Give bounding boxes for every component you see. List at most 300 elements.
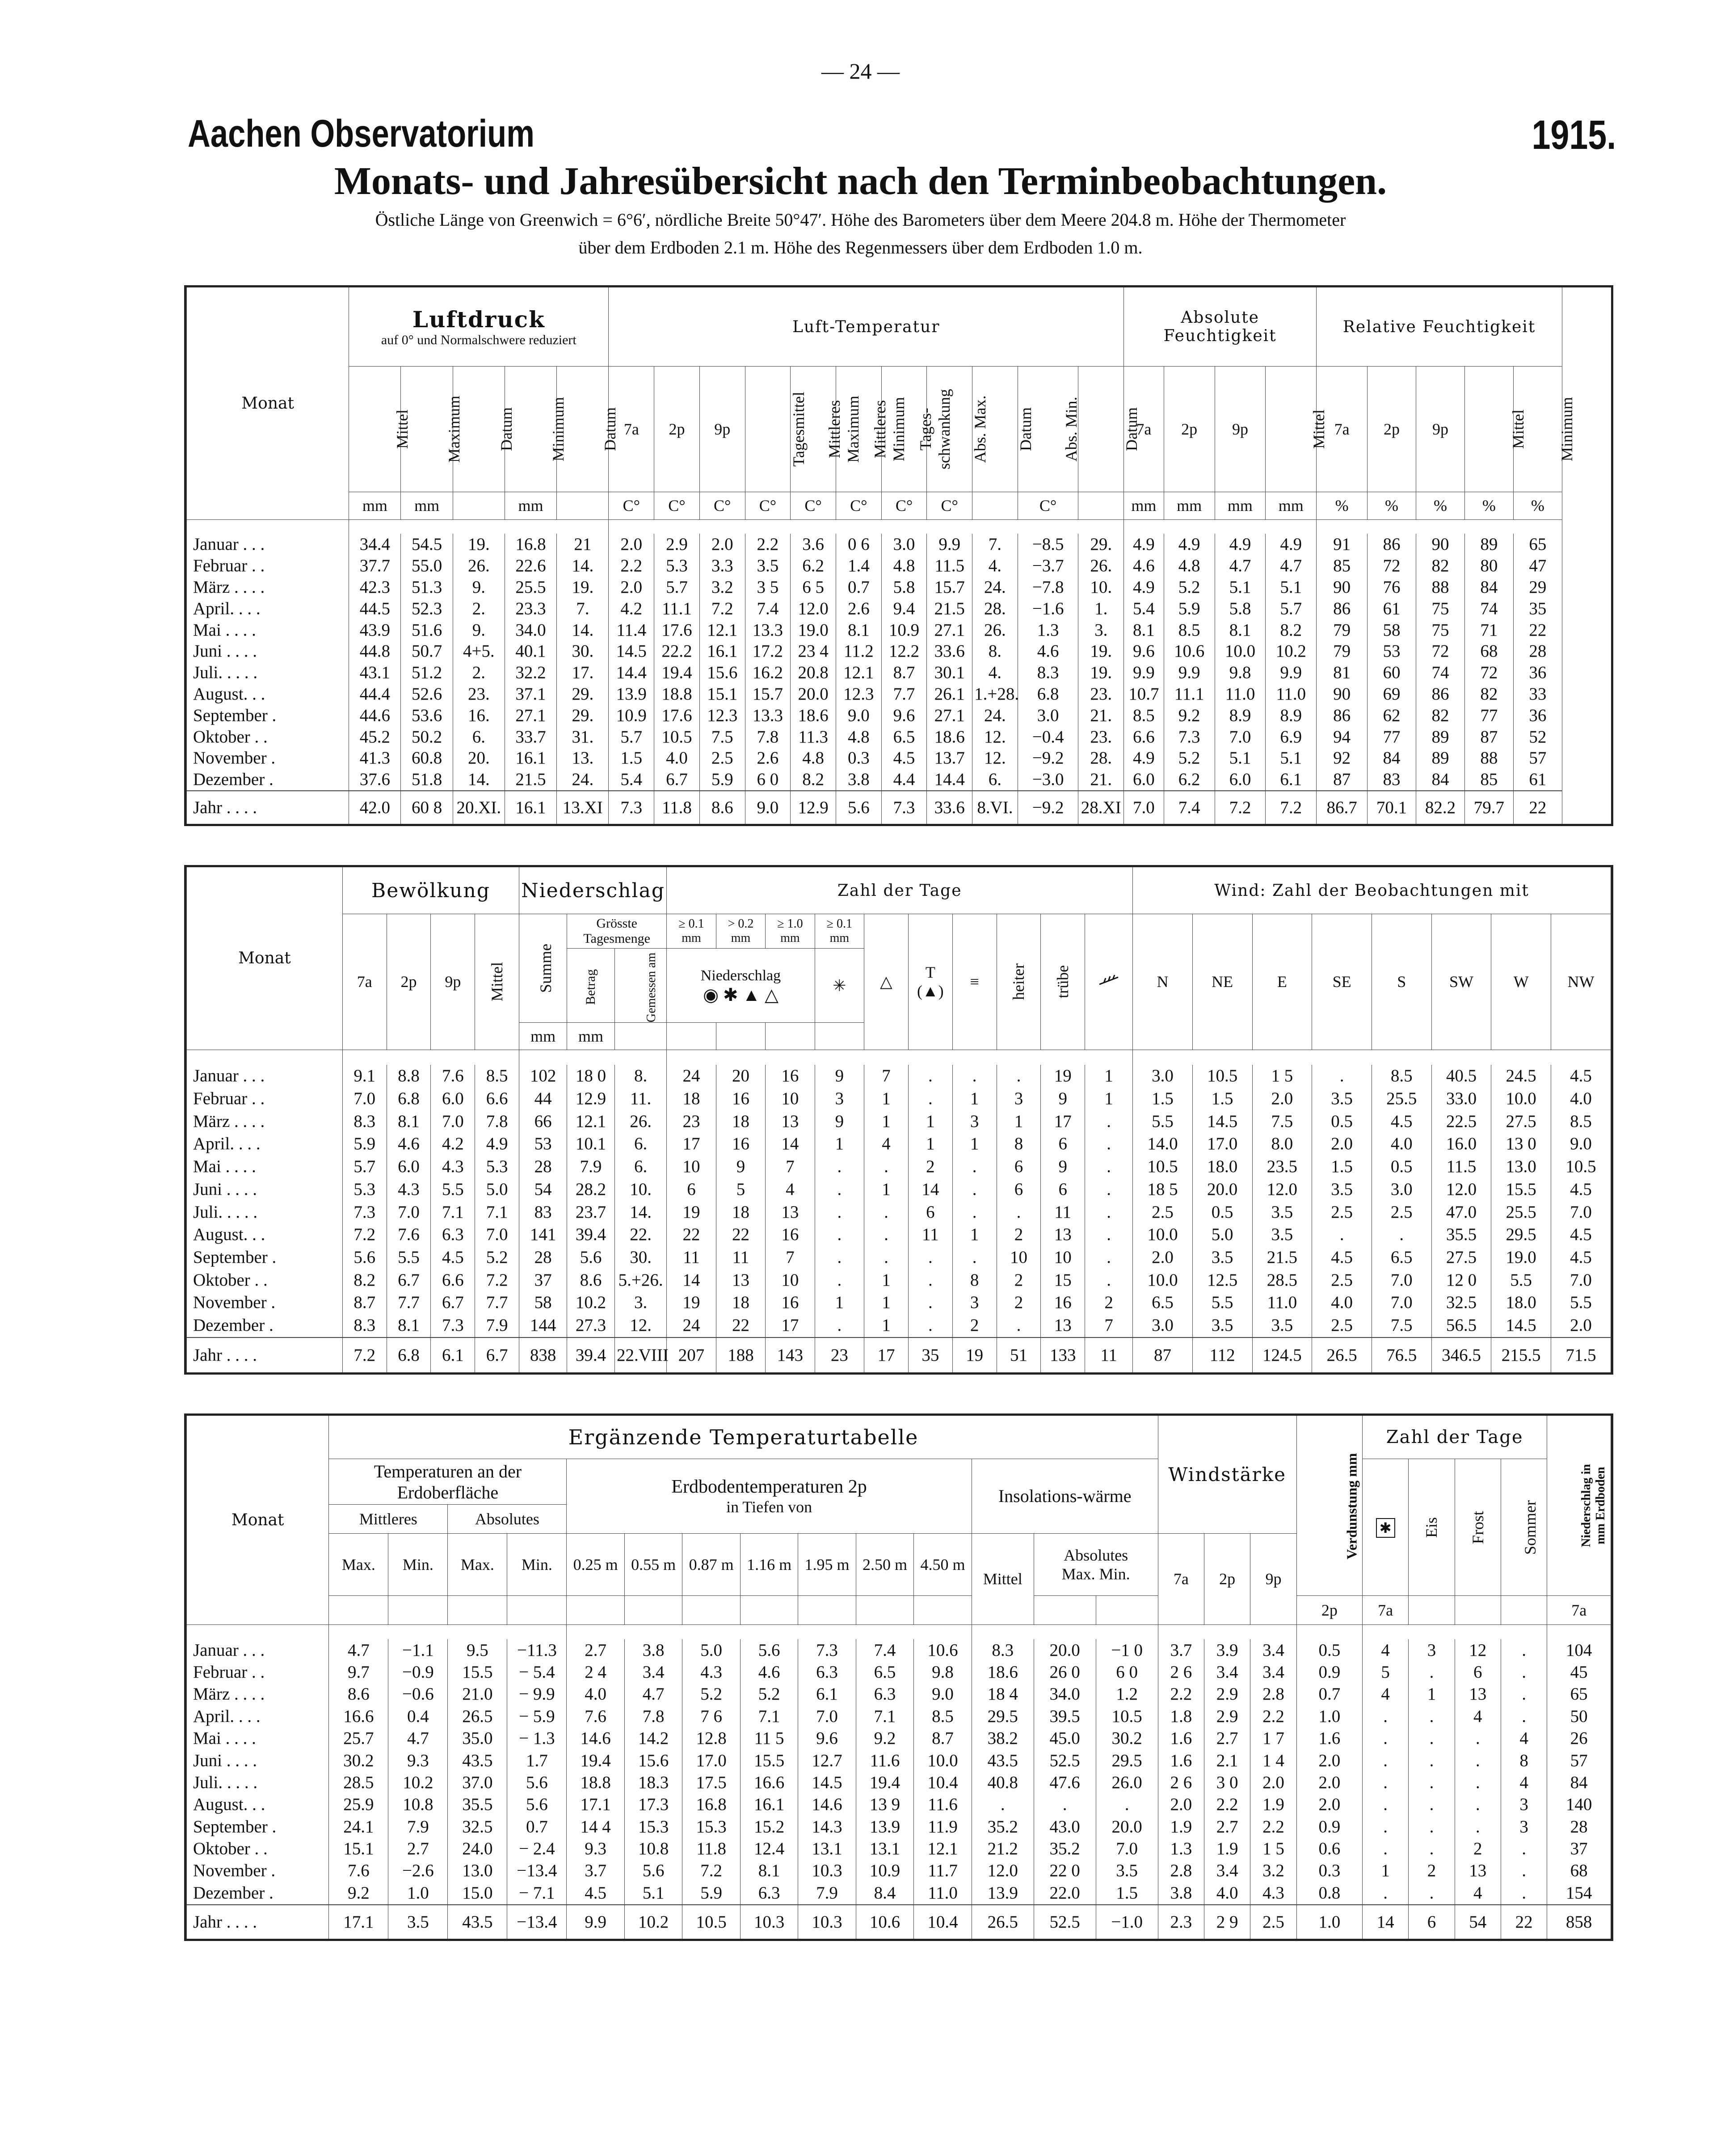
table-cell: 23 4 (791, 641, 836, 662)
table-cell: 10.7 (1124, 684, 1164, 705)
table-cell: . (1501, 1882, 1547, 1904)
table-cell: 4 (1501, 1727, 1547, 1749)
month-label: Juli. . . . . (187, 662, 349, 684)
table-cell: 16.1 (505, 748, 556, 769)
table-cell: 19.0 (1491, 1246, 1551, 1269)
table-cell: 4 (1455, 1882, 1501, 1904)
col-header: Datum (557, 367, 609, 492)
table-cell: −0.4 (1018, 726, 1078, 748)
table-cell: 26.5 (972, 1905, 1034, 1939)
table-cell: 12. (615, 1314, 667, 1337)
table-cell: 14 (766, 1133, 815, 1156)
table-cell: 18.6 (972, 1661, 1034, 1683)
table-cell: 3.5 (1252, 1201, 1312, 1224)
table-cell: 15.6 (699, 662, 745, 684)
table-cell: 17.6 (654, 705, 700, 726)
table-cell: . (1085, 1224, 1133, 1246)
table-cell: 7 (766, 1246, 815, 1269)
table-cell: 10.5 (1133, 1156, 1193, 1178)
table-cell: . (1085, 1269, 1133, 1291)
table-cell: 56.5 (1431, 1314, 1491, 1337)
table-cell: 9.4 (881, 598, 927, 620)
table-cell: 4.5 (567, 1882, 624, 1904)
table-cell: 24. (557, 769, 609, 791)
table-cell: 4.6 (1124, 555, 1164, 577)
table-cell: 3.4 (1250, 1639, 1296, 1661)
table-cell: −0.6 (388, 1683, 448, 1705)
table-cell: 17 (766, 1314, 815, 1337)
table-cell: 43.0 (1034, 1816, 1096, 1838)
unit-label: % (1317, 492, 1368, 519)
table-cell: 2 6 (1158, 1772, 1204, 1793)
zahl-der-tage-group-header: Zahl der Tage (667, 867, 1133, 914)
table-cell: 5.5 (1491, 1269, 1551, 1291)
table-cell: 1 (908, 1133, 952, 1156)
table-cell: 2.5 (1372, 1201, 1431, 1224)
table-cell: 13.0 (1491, 1156, 1551, 1178)
table-cell: 13.3 (745, 620, 791, 641)
table-cell: 15.0 (448, 1882, 507, 1904)
table-cell: 13 (1455, 1860, 1501, 1882)
col-header: 2p (1164, 367, 1215, 492)
table-cell: 22 (1513, 620, 1562, 641)
table-cell: 24 (667, 1065, 716, 1088)
col-niederschlag-7a: 7a (1547, 1596, 1611, 1624)
table-cell: 29. (1078, 534, 1124, 555)
unit-label (1078, 492, 1124, 519)
table-cell: 18 4 (972, 1683, 1034, 1705)
month-label: Dezember . (187, 769, 349, 791)
table-row (187, 1065, 1611, 1088)
col-betrag: Betrag (567, 949, 615, 1022)
table-cell: 6.8 (1018, 684, 1078, 705)
month-label: Mai . . . . (187, 1727, 329, 1749)
table-cell: 16.2 (745, 662, 791, 684)
table-row (187, 1178, 1611, 1201)
table-cell: 11.0 (914, 1882, 972, 1904)
table-cell: 12.7 (798, 1750, 856, 1772)
table-cell: 14 (1362, 1905, 1408, 1939)
table-cell: 19.0 (791, 620, 836, 641)
table-cell: . (1455, 1816, 1501, 1838)
col-depth-2-50: 2.50 m (856, 1533, 913, 1596)
col-depth-1-95: 1.95 m (798, 1533, 856, 1596)
table-cell: 7.6 (567, 1705, 624, 1727)
table-row (187, 1224, 1611, 1246)
table-cell: 86 (1367, 534, 1416, 555)
table-cell: 10.2 (624, 1905, 682, 1939)
month-label: Juli. . . . . (187, 1772, 329, 1793)
table-cell: 36 (1513, 705, 1562, 726)
table-cell: 28.2 (567, 1178, 615, 1201)
insolation-header: Insolations-wärme (972, 1459, 1158, 1533)
table-cell: 7.9 (475, 1314, 519, 1337)
table-cell: 51.8 (401, 769, 453, 791)
page-title: Monats- und Jahresübersicht nach den Terminbeobachtungen. (334, 160, 1387, 203)
table-cell: −8.5 (1018, 534, 1078, 555)
table-cell: 85 (1317, 555, 1368, 577)
table-cell: 11.3 (791, 726, 836, 748)
table-cell: 53 (519, 1133, 567, 1156)
table-cell: 143 (766, 1337, 815, 1372)
table-cell: 5.7 (609, 726, 654, 748)
table-cell: 5.7 (654, 577, 700, 598)
zahl-der-tage-header: Zahl der Tage (1362, 1416, 1547, 1459)
table-cell: 22 (667, 1224, 716, 1246)
table-cell: . (1362, 1838, 1408, 1860)
table-cell: 77 (1464, 705, 1513, 726)
table-cell: 12.5 (1192, 1269, 1252, 1291)
table-cell: 12.2 (881, 641, 927, 662)
table-cell: −0.9 (388, 1661, 448, 1683)
table-cell: 12.0 (1431, 1178, 1491, 1201)
table-cell: 5.6 (567, 1246, 615, 1269)
table-cell: 10.0 (914, 1750, 972, 1772)
table-cell: 3 (1501, 1816, 1547, 1838)
table-cell: 2 (1085, 1291, 1133, 1314)
col-header: Datum (972, 367, 1018, 492)
table-cell: 84 (1464, 577, 1513, 598)
table-cell: 15.5 (448, 1661, 507, 1683)
table-cell: 12.9 (791, 791, 836, 824)
table-row (187, 1291, 1611, 1314)
table-cell: 52.5 (1034, 1750, 1096, 1772)
table-cell: 7.2 (1266, 791, 1317, 824)
table-cell: 1.9 (1204, 1838, 1250, 1860)
table-cell: 9.1 (342, 1065, 387, 1088)
table-cell: 2.5 (1133, 1201, 1193, 1224)
table-cell: 50.7 (401, 641, 453, 662)
table-cell: 1. (1078, 598, 1124, 620)
table-cell: 7. (557, 598, 609, 620)
table-cell: 9.2 (856, 1727, 913, 1749)
col-snow-7a: 7a (1362, 1596, 1408, 1624)
unit-label: C° (791, 492, 836, 519)
month-label: Dezember . (187, 1314, 343, 1337)
table-cell: 17.3 (624, 1794, 682, 1816)
table-cell: 5.1 (1266, 577, 1317, 598)
table-cell: 7.4 (1164, 791, 1215, 824)
table-cell: 11 (716, 1246, 765, 1269)
table-cell: . (815, 1178, 864, 1201)
table-cell: 1 (952, 1133, 997, 1156)
table-cell: 6 (1409, 1905, 1455, 1939)
erdoberflaeche-header: Temperaturen an der Erdoberfläche (329, 1459, 567, 1505)
table-cell: 12.0 (1252, 1178, 1312, 1201)
table-cell: 17.0 (1192, 1133, 1252, 1156)
table-cell: 140 (1547, 1794, 1611, 1816)
col-summe: Summe (519, 914, 567, 1023)
table-cell: . (1034, 1794, 1096, 1816)
table-cell: 44.6 (349, 705, 401, 726)
table-cell: 7.0 (1372, 1269, 1431, 1291)
month-label: Januar . . . (187, 1639, 329, 1661)
unit-label (453, 492, 505, 519)
table-cell: −1.0 (1096, 1905, 1158, 1939)
table-cell: 9.3 (567, 1838, 624, 1860)
table-cell: 5.2 (682, 1683, 740, 1705)
table-cell: 52.3 (401, 598, 453, 620)
table-cell: 21. (1078, 769, 1124, 791)
table-cell: 1.6 (1158, 1727, 1204, 1749)
table-cell: 3.0 (1018, 705, 1078, 726)
table-cell: 17.1 (329, 1905, 388, 1939)
col-se: SE (1312, 914, 1372, 1050)
table-cell: 26. (1078, 555, 1124, 577)
table-cell: 0.9 (1296, 1661, 1362, 1683)
table-cell: 4.0 (654, 748, 700, 769)
verdunstung-header: Verdunstung mm (1296, 1416, 1362, 1596)
table-cell: 18 (716, 1201, 765, 1224)
table-cell: 7.0 (387, 1201, 431, 1224)
table-cell: 17.6 (654, 620, 700, 641)
page-number: — 24 — (821, 59, 900, 84)
table-cell: 10 (766, 1087, 815, 1110)
table-row (187, 1727, 1611, 1749)
table-cell: 43.5 (448, 1905, 507, 1939)
table-cell: 60 (1367, 662, 1416, 684)
table-row (187, 1133, 1611, 1156)
table-cell: 6 (997, 1156, 1041, 1178)
gale-days-col (1085, 914, 1133, 1050)
table-cell: 7.7 (387, 1291, 431, 1314)
month-label: Oktober . . (187, 1838, 329, 1860)
unit-label: C° (745, 492, 791, 519)
table-cell: 4.0 (1551, 1087, 1611, 1110)
table-cell: 19. (557, 577, 609, 598)
table-cell: 11.9 (914, 1816, 972, 1838)
table-cell: 14.2 (624, 1727, 682, 1749)
table-cell: 18 (716, 1110, 765, 1133)
table-cell: . (1501, 1639, 1547, 1661)
table-cell: . (815, 1246, 864, 1269)
table-cell: 7.3 (798, 1639, 856, 1661)
table-cell: 1.8 (1158, 1705, 1204, 1727)
table-cell: −1.6 (1018, 598, 1078, 620)
table-cell: 2.9 (1204, 1683, 1250, 1705)
table-cell: 5.5 (1192, 1291, 1252, 1314)
table-cell: 11. (615, 1087, 667, 1110)
col-header: Tagesmittel (745, 367, 791, 492)
table-cell: 26.5 (448, 1705, 507, 1727)
table-cell: 3.3 (699, 555, 745, 577)
table-cell: 112 (1192, 1337, 1252, 1372)
table-cell: 22.5 (1431, 1110, 1491, 1133)
table-cell: 23.5 (1252, 1156, 1312, 1178)
table-cell: 20.0 (1192, 1178, 1252, 1201)
table-cell: 26. (972, 620, 1018, 641)
table-cell: 2 (997, 1269, 1041, 1291)
table-cell: 4.5 (1372, 1110, 1431, 1133)
table-cell: 21 (557, 534, 609, 555)
table-cell: 28.XI (1078, 791, 1124, 824)
col-9p: 9p (431, 914, 475, 1050)
table-cell: 5.+26. (615, 1269, 667, 1291)
table-cell: 22.VIII (615, 1337, 667, 1372)
table-cell: 9. (453, 577, 505, 598)
table-cell: . (1409, 1750, 1455, 1772)
snow-box-icon: ✱ (1376, 1518, 1395, 1538)
table-cell: 6.7 (654, 769, 700, 791)
col-header: Minimum (1513, 367, 1562, 492)
table-cell: 9.6 (881, 705, 927, 726)
table-cell: 1.5 (1312, 1156, 1372, 1178)
table-cell: 54 (519, 1178, 567, 1201)
table-cell: −3.0 (1018, 769, 1078, 791)
table-cell: 346.5 (1431, 1337, 1491, 1372)
table-cell: 6.0 (387, 1156, 431, 1178)
table-cell: 89 (1416, 726, 1464, 748)
table-cell: 20.8 (791, 662, 836, 684)
table-cell: 26. (453, 555, 505, 577)
table-cell: 6.5 (1133, 1291, 1193, 1314)
table-cell: 1.+28. (972, 684, 1018, 705)
table-cell: 2. (453, 662, 505, 684)
table-cell: 4.8 (836, 726, 881, 748)
table-cell: 17 (864, 1337, 909, 1372)
table-cell: 34.0 (1034, 1683, 1096, 1705)
table-cell: 66 (519, 1110, 567, 1133)
table-cell: −2.6 (388, 1860, 448, 1882)
table-cell: 13 (1041, 1314, 1085, 1337)
table-cell: 9.7 (329, 1661, 388, 1683)
col-header: 7a (609, 367, 654, 492)
year-row (187, 1337, 1611, 1372)
table-cell: 36 (1513, 662, 1562, 684)
table-cell: . (908, 1087, 952, 1110)
table-cell: . (1409, 1838, 1455, 1860)
table-cell: 54 (1455, 1905, 1501, 1939)
month-label: März . . . . (187, 1683, 329, 1705)
table-row (187, 1838, 1611, 1860)
table-cell: 82.2 (1416, 791, 1464, 824)
table-cell: 20. (453, 748, 505, 769)
table-cell: 33.6 (927, 641, 972, 662)
table-cell: 33.0 (1431, 1087, 1491, 1110)
month-label: August. . . (187, 1224, 343, 1246)
table-cell: 11.4 (609, 620, 654, 641)
table-cell: 6.7 (475, 1337, 519, 1372)
table-cell: 4.5 (1551, 1065, 1611, 1088)
table-cell: 9.0 (1551, 1133, 1611, 1156)
table-cell: . (864, 1246, 909, 1269)
table-cell: 5.5 (1551, 1291, 1611, 1314)
table-cell: 8 (997, 1133, 1041, 1156)
table-cell: 8.2 (342, 1269, 387, 1291)
table-cell: 16 (766, 1224, 815, 1246)
table-cell: 4.9 (1164, 534, 1215, 555)
table-cell: 3.5 (1312, 1087, 1372, 1110)
table-cell: 72 (1416, 641, 1464, 662)
table-cell: 37.6 (349, 769, 401, 791)
table-cell: 5.4 (609, 769, 654, 791)
col-max-absolutes: Max. (448, 1533, 507, 1596)
table-cell: 1.3 (1018, 620, 1078, 641)
table-cell: 26.0 (1096, 1772, 1158, 1793)
table-cell: 7.2 (342, 1337, 387, 1372)
table-cell: 10.5 (1551, 1156, 1611, 1178)
table-cell: 16.6 (329, 1705, 388, 1727)
table-cell: 15.1 (699, 684, 745, 705)
table-cell: . (1362, 1750, 1408, 1772)
table-cell: 13 0 (1491, 1133, 1551, 1156)
col-7a: 7a (342, 914, 387, 1050)
table-cell: 16.8 (505, 534, 556, 555)
table-cell: 1 (864, 1291, 909, 1314)
table-cell: 11 (1085, 1337, 1133, 1372)
table-cell: 8. (972, 641, 1018, 662)
col-header: 2p (654, 367, 700, 492)
table-cell: . (1362, 1882, 1408, 1904)
col-depth-0-55: 0.55 m (624, 1533, 682, 1596)
table-cell: . (908, 1269, 952, 1291)
table-cell: 12. (972, 726, 1018, 748)
table-cell: 4. (972, 555, 1018, 577)
table-cell: 18.6 (927, 726, 972, 748)
col-heiter: heiter (997, 914, 1041, 1050)
table-cell: 8.6 (699, 791, 745, 824)
table-cell: 10 (667, 1156, 716, 1178)
table-cell: 4 (766, 1178, 815, 1201)
month-label: Juni . . . . (187, 1750, 329, 1772)
table-cell: 82 (1464, 684, 1513, 705)
table-cell: 21. (1078, 705, 1124, 726)
table-cell: 15.1 (329, 1838, 388, 1860)
col-frost: Frost (1455, 1459, 1501, 1596)
month-label: Januar . . . (187, 1065, 343, 1088)
table-cell: 9.3 (388, 1750, 448, 1772)
table-cell: 1.7 (507, 1750, 567, 1772)
table-cell: 86 (1317, 598, 1368, 620)
table-cell: 8.7 (881, 662, 927, 684)
col-ge-0-1-snow: ≥ 0.1 mm (815, 914, 864, 949)
table-cell: 16 (716, 1133, 765, 1156)
table-cell: 1 (864, 1087, 909, 1110)
unit-label: C° (1018, 492, 1078, 519)
table-cell: 2.5 (1250, 1905, 1296, 1939)
table-cell: . (1085, 1178, 1133, 1201)
table-cell: 16 (716, 1087, 765, 1110)
table-cell: 62 (1367, 705, 1416, 726)
table-cell: 3.4 (1204, 1860, 1250, 1882)
col-header: Datum (1078, 367, 1124, 492)
table-cell: 8.1 (387, 1110, 431, 1133)
table-cell: 5.7 (342, 1156, 387, 1178)
table-cell: 5.3 (475, 1156, 519, 1178)
table-cell: 2.7 (1204, 1727, 1250, 1749)
table-cell: 16. (453, 705, 505, 726)
table-cell: 33 (1513, 684, 1562, 705)
table-cell: . (908, 1314, 952, 1337)
table-cell: 8.7 (342, 1291, 387, 1314)
table-cell: 15.5 (740, 1750, 798, 1772)
table-cell: 14.4 (609, 662, 654, 684)
table-cell: 25.7 (329, 1727, 388, 1749)
table-cell: 5.0 (475, 1178, 519, 1201)
table-cell: 86 (1317, 705, 1368, 726)
table-cell: 8.9 (1266, 705, 1317, 726)
table-cell: 57 (1513, 748, 1562, 769)
table-cell: . (1501, 1705, 1547, 1727)
table-cell: 79.7 (1464, 791, 1513, 824)
table-cell: 8.7 (914, 1727, 972, 1749)
table-cell: 4.0 (1204, 1882, 1250, 1904)
table-cell: 6.0 (431, 1087, 475, 1110)
table-cell: 0.9 (1296, 1816, 1362, 1838)
table-cell: 5.0 (682, 1639, 740, 1661)
table-cell: 6 0 (1096, 1661, 1158, 1683)
table-cell: 10.1 (567, 1133, 615, 1156)
